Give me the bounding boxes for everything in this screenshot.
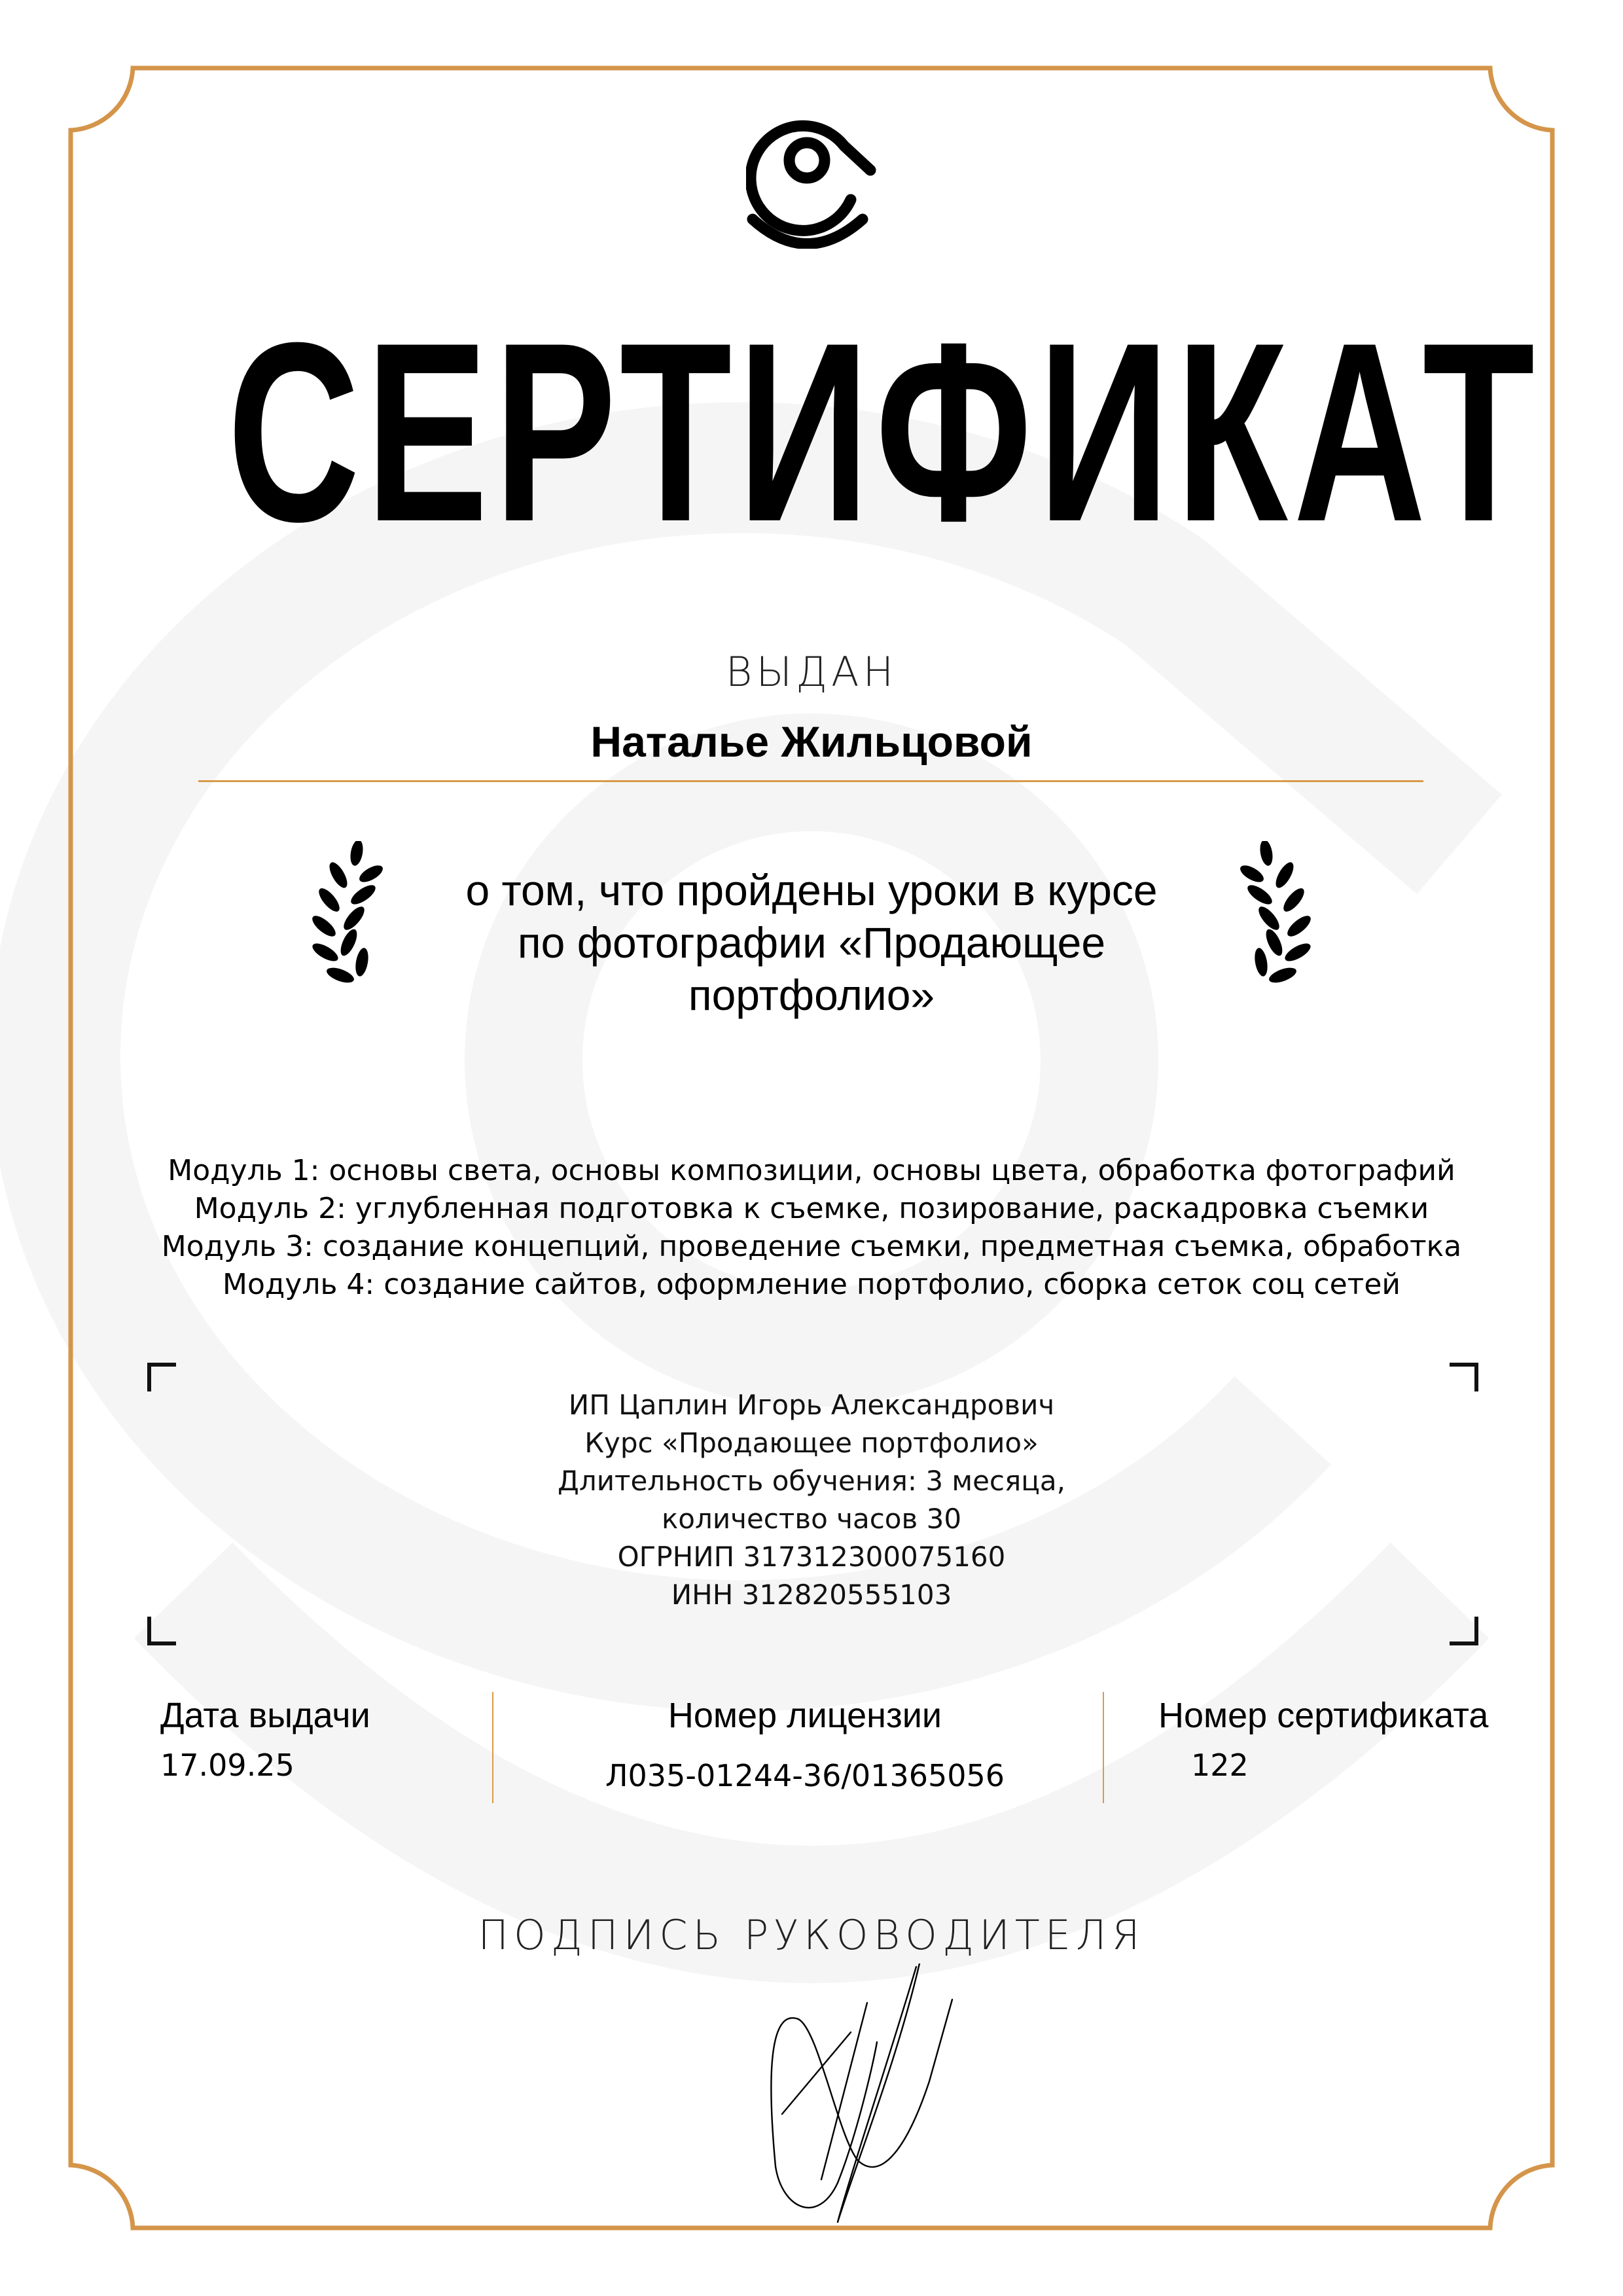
license-block [497, 1695, 1113, 1793]
certificate-number-value: 122 [1191, 1748, 1249, 1783]
issue-date-label: Дата выдачи [160, 1696, 370, 1735]
certificate-number-block [1158, 1695, 1488, 1783]
recipient-name: Наталье Жильцовой [590, 717, 1033, 766]
eye-camera-logo-icon [746, 105, 883, 249]
issue-date-value: 17.09.25 [160, 1748, 294, 1783]
org-line: ИНН 312820555103 [671, 1579, 952, 1611]
course-description [0, 864, 1623, 1021]
certificate-number-label: Номер сертификата [1158, 1696, 1489, 1735]
name-underline [198, 780, 1423, 782]
license-value: Л035-01244-36/01365056 [605, 1758, 1005, 1793]
organization-info [0, 1386, 1623, 1614]
description-line: портфолио» [688, 971, 935, 1019]
org-line: Длительность обучения: 3 месяца, [558, 1465, 1065, 1497]
corner-bracket-bottom-left [147, 1617, 176, 1645]
column-divider [492, 1692, 493, 1803]
module-item: Модуль 1: основы света, основы композиции, основы цвета, обработка фотографий [168, 1154, 1455, 1187]
module-item: Модуль 3: создание концепций, проведение съемки, предметная съемка, обработка [161, 1230, 1462, 1263]
license-label: Номер лицензии [668, 1696, 942, 1735]
description-line: о том, что пройдены уроки в курсе [465, 866, 1158, 914]
signature-label: ПОДПИСЬ РУКОВОДИТЕЛЯ [478, 1911, 1145, 1959]
issued-label: ВЫДАН [725, 648, 898, 696]
module-item: Модуль 2: углубленная подготовка к съемке, позирование, раскадровка съемки [194, 1192, 1429, 1225]
description-line: по фотографии «Продающее [517, 918, 1106, 967]
org-line: ОГРНИП 317312300075160 [617, 1541, 1006, 1573]
column-divider [1103, 1692, 1104, 1803]
module-item: Модуль 4: создание сайтов, оформление портфолио, сборка сеток соц сетей [223, 1268, 1400, 1301]
org-line: ИП Цаплин Игорь Александрович [568, 1389, 1055, 1421]
org-line: количество часов 30 [661, 1503, 962, 1535]
modules-list [0, 1152, 1623, 1304]
signature-scribble [641, 1964, 1034, 2251]
certificate-title: СЕРТИФИКАТ [227, 289, 1541, 575]
org-line: Курс «Продающее портфолио» [584, 1427, 1039, 1459]
issue-date-block [160, 1695, 370, 1783]
corner-bracket-bottom-right [1450, 1617, 1478, 1645]
